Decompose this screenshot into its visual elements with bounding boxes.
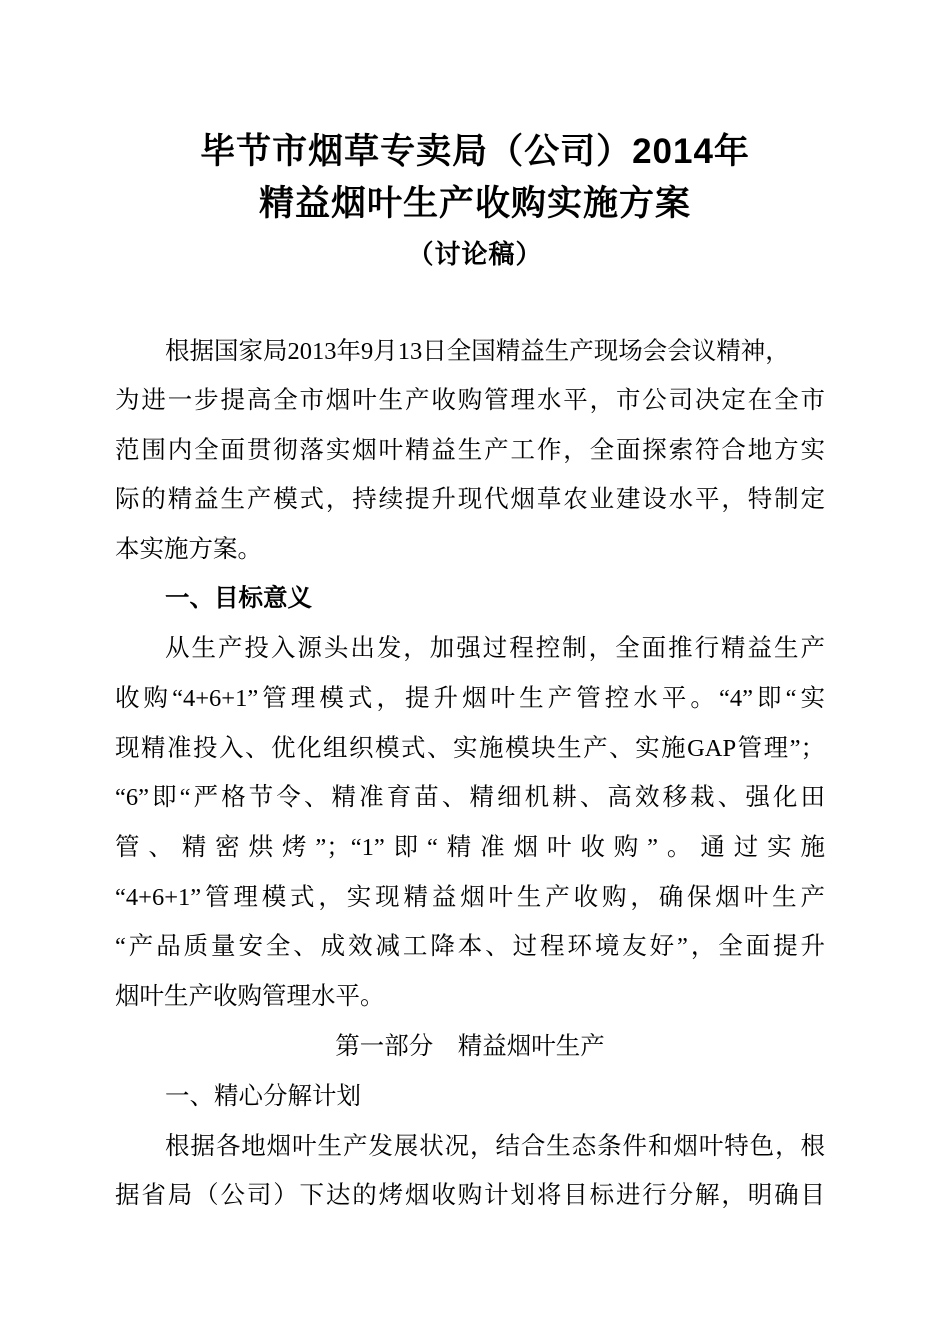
paragraph-2-line-3: 现精准投入、优化组织模式、实施模块生产、实施GAP管理”； xyxy=(115,735,825,762)
paragraph-2-line-2: 收购“4+6+1”管理模式，提升烟叶生产管控水平。“4”即“实 xyxy=(115,685,825,712)
paragraph-2-line-5: 管、精密烘烤”；“1”即“精准烟叶收购”。通过实施 xyxy=(115,834,825,861)
paragraph-2-line-7: “产品质量安全、成效减工降本、过程环境友好”，全面提升 xyxy=(115,933,825,960)
subsection-heading-plan: 一、精心分解计划 xyxy=(165,1083,361,1110)
part-heading: 第一部分 精益烟叶生产 xyxy=(335,1033,605,1060)
paragraph-1-line-4: 际的精益生产模式，持续提升现代烟草农业建设水平，特制定 xyxy=(115,486,825,513)
paragraph-1-line-5: 本实施方案。 xyxy=(115,536,262,563)
paragraph-1-line-2: 为进一步提高全市烟叶生产收购管理水平，市公司决定在全市 xyxy=(115,387,825,414)
document-title-line-2: 精益烟叶生产收购实施方案 xyxy=(258,184,691,223)
section-heading-goal: 一、目标意义 xyxy=(165,585,312,612)
paragraph-1-line-1: 根据国家局2013年9月13日全国精益生产现场会会议精神， xyxy=(165,338,790,365)
document-body xyxy=(115,0,825,1344)
paragraph-2-line-4: “6”即“严格节令、精准育苗、精细机耕、高效移栽、强化田 xyxy=(115,784,825,811)
paragraph-2-line-8: 烟叶生产收购管理水平。 xyxy=(115,983,385,1010)
paragraph-2-line-6: “4+6+1”管理模式，实现精益烟叶生产收购，确保烟叶生产 xyxy=(115,884,825,911)
paragraph-3-line-1: 根据各地烟叶生产发展状况，结合生态条件和烟叶特色，根 xyxy=(165,1133,825,1160)
paragraph-1-line-3: 范围内全面贯彻落实烟叶精益生产工作，全面探索符合地方实 xyxy=(115,437,825,464)
document-draft-label: （讨论稿） xyxy=(407,239,543,269)
paragraph-3-line-2: 据省局（公司）下达的烤烟收购计划将目标进行分解，明确目 xyxy=(115,1182,825,1209)
paragraph-2-line-1: 从生产投入源头出发，加强过程控制，全面推行精益生产 xyxy=(165,635,825,662)
document-title-line-1: 毕节市烟草专卖局（公司）2014年 xyxy=(200,132,750,171)
